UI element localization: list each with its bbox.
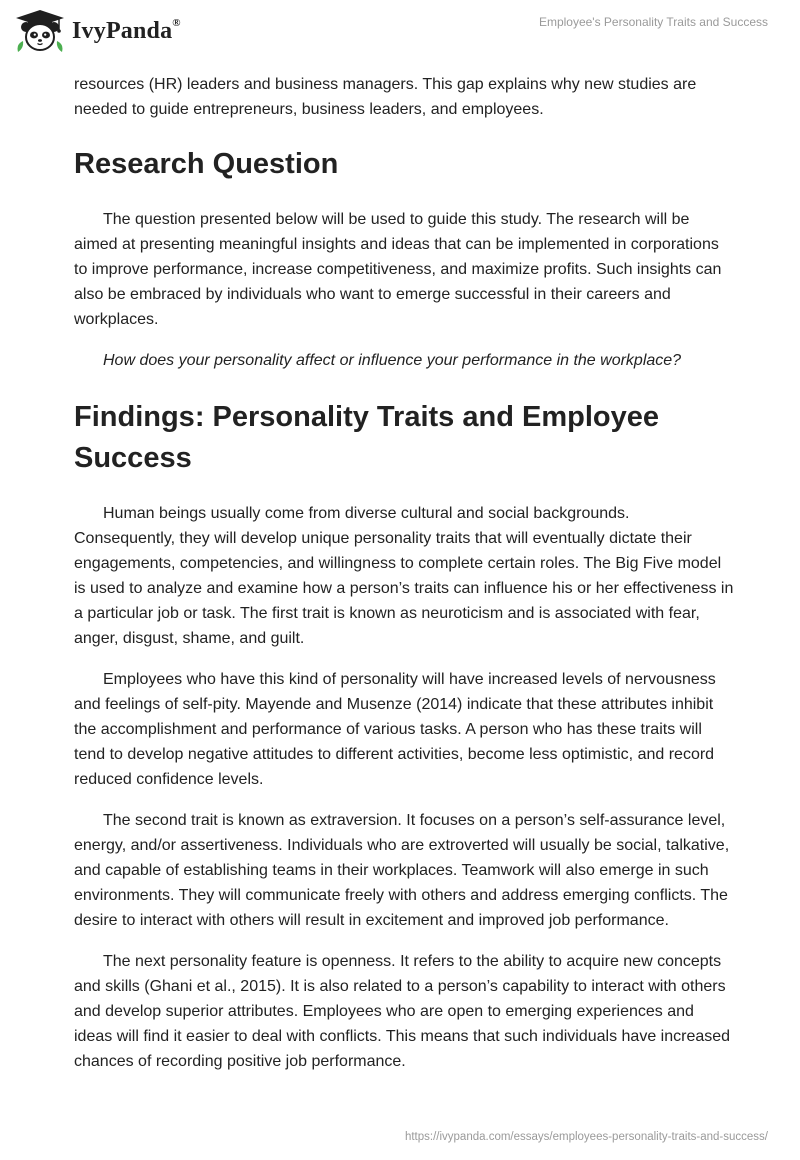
brand-name: IvyPanda® — [72, 16, 181, 44]
page-header — [0, 0, 800, 66]
findings-paragraph: The next personality feature is openness. It refers to the ability to acquire new concepts and skills (Ghani et al., 2015). It is also related to a person’s capability to interact with others and develop superior attributes. Employees who are open to emerging experiences and ideas will find it easier to deal with conflicts. This means that such individuals have increased chances of recording positive job performance. — [74, 953, 731, 1070]
findings-heading: Findings: Personality Traits and Employee Success — [74, 401, 659, 474]
intro-continuation-paragraph: resources (HR) leaders and business managers. This gap explains why new studies are needed to guide entrepreneurs, business leaders, and employees. — [74, 76, 697, 118]
panda-graduate-icon — [14, 8, 66, 54]
source-url-link[interactable]: https://ivypanda.com/essays/employees-personality-traits-and-success/ — [404, 1131, 768, 1143]
research-question-text: How does your personality affect or influence your performance in the workplace? — [103, 352, 682, 369]
findings-paragraph: Human beings usually come from diverse cultural and social backgrounds. Consequently, they will develop unique personality traits that will eventually dictate their engagements, competencies, and willingness to complete certain roles. The Big Five model is used to analyze and examine how a person’s traits can influence his or her effectiveness in a particular job or task. The first trait is known as neuroticism and is associated with fear, anger, disgust, shame, and guilt. — [74, 505, 734, 647]
document-title: Employee's Personality Traits and Success — [538, 15, 768, 29]
findings-paragraph: The second trait is known as extraversion. It focuses on a person’s self-assurance level, energy, and/or assertiveness. Individuals who are extroverted will usually be social, talkative, and capable of establishing teams in their workplaces. Teamwork will also emerge in such environments. They will communicate freely with others and address emerging conflicts. The desire to interact with others will result in excitement and improved job performance. — [74, 812, 730, 929]
essay-body — [74, 72, 734, 1090]
research-question-heading: Research Question — [74, 148, 339, 180]
findings-paragraph: Employees who have this kind of personality will have increased levels of nervousness and feelings of self-pity. Mayende and Musenze (2014) indicate that these attributes inhibit the accomplishment and performance of various tasks. A person who has these traits will tend to develop negative attitudes to different activities, become less optimistic, and record reduced confidence levels. — [74, 671, 716, 788]
brand-logo[interactable] — [14, 8, 181, 54]
research-question-paragraph: The question presented below will be used to guide this study. The research will be aimed at presenting meaningful insights and ideas that can be implemented in corporations to improve performance, increase competitiveness, and maximize profits. Such insights can also be embraced by individuals who want to emerge successful in their careers and workplaces. — [74, 211, 722, 328]
